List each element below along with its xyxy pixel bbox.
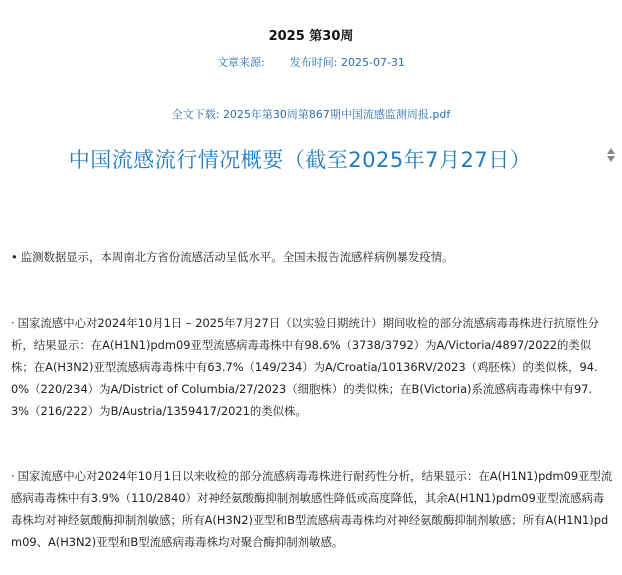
paragraph-text: 监测数据显示，本周南北方省份流感活动呈低水平。全国未报告流感样病例暴发疫情。: [20, 250, 454, 264]
download-row: [0, 106, 622, 122]
download-label: 全文下载:: [171, 108, 220, 121]
paragraph-resistance-analysis: [11, 465, 613, 553]
bullet: ·: [11, 316, 15, 330]
paragraph-text: 国家流感中心对2024年10月1日 – 2025年7月27日（以实验日期统计）期间收检的部分流感病毒毒株进行抗原性分析，结果显示：在A(H1N1)pdm09亚型流感病毒毒株中有98.6%（3738/3792）为A/Victoria/4897/2022的类似株；在A(H3N2)亚型流感病毒毒株中有63.7%（149/234）为A/Croatia/10136RV/2023（鸡胚株）的类似株，94.0%（220/234）为A/District of Columbia/27/2023（细胞株）的类似株；在B(Victoria)系流感病毒毒株中有97.3%（216/222）为B/Austria/1359417/2021的类似株。: [11, 316, 600, 418]
article-meta: [0, 54, 622, 70]
publish-label: 发布时间:: [289, 56, 338, 69]
paragraph-text: 国家流感中心对2024年10月1日以来收检的部分流感病毒毒株进行耐药性分析，结果显示：在A(H1N1)pdm09亚型流感病毒毒株中有3.9%（110/2840）对神经氨酸酶抑制剂敏感性降低或高度降低，其余A(H1N1)pdm09亚型流感病毒毒株均对神经氨酸酶抑制剂敏感；所有A(H3N2)亚型和B型流感病毒毒株均对神经氨酸酶抑制剂敏感；所有A(H1N1)pdm09、A(H3N2)亚型和B型流感病毒毒株均对聚合酶抑制剂敏感。: [11, 469, 613, 549]
summary-heading: 中国流感流行情况概要（截至2025年7月27日）: [68, 148, 532, 172]
bullet: ·: [11, 469, 15, 483]
week-title: 2025 第30周: [268, 29, 354, 44]
paragraph-surveillance: [11, 246, 613, 268]
download-pdf-link[interactable]: 2025年第30周第867期中国流感监测周报.pdf: [222, 108, 451, 121]
paragraph-antigenic-analysis: [11, 312, 613, 422]
arrow-up-icon: [607, 148, 615, 154]
source-label: 文章来源:: [217, 56, 265, 69]
sort-arrows-icon[interactable]: [605, 146, 617, 166]
arrow-down-icon: [607, 156, 615, 162]
publish-date: 2025-07-31: [341, 56, 405, 69]
bullet: •: [11, 250, 18, 264]
